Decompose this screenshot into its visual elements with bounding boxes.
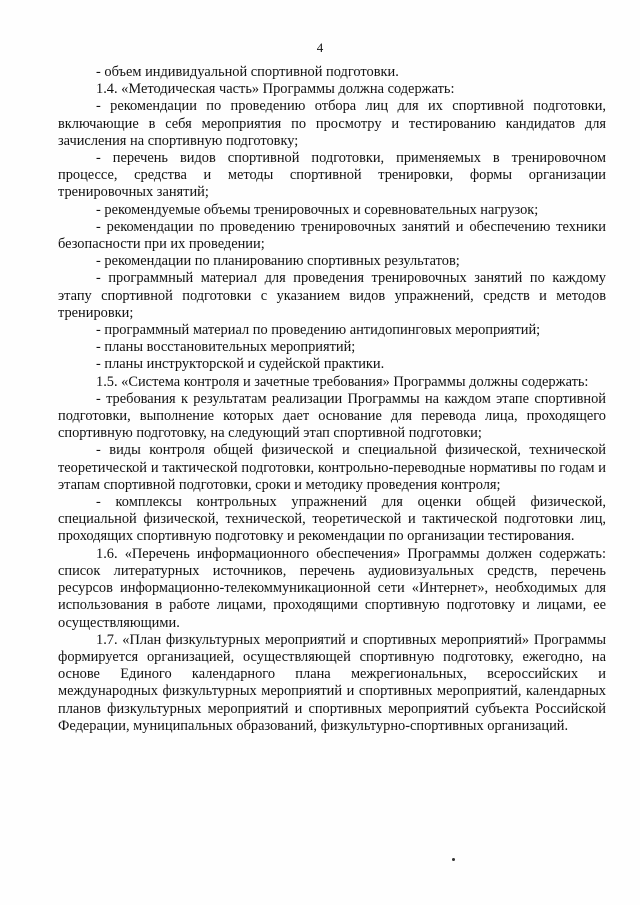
section-heading-1-5: 1.5. «Система контроля и зачетные требования» Программы должны содержать: [96,373,589,390]
paragraph: - рекомендации по планированию спортивных результатов; [96,253,460,270]
section-heading-1-4: 1.4. «Методическая часть» Программы должна содержать: [96,81,455,98]
page-number: 4 [316,40,324,55]
section-1-6: 1.6. «Перечень информационного обеспечения» Программы должен содержать: список литературных источников, перечень аудиовизуальных средств, перечень ресурсов информационно-телекоммуникационной сети «Интернет», необходимых для использования в работе лицами, проходящими спортивную подготовку и лицами, ее осуществляющими. [58,545,606,631]
paragraph: - виды контроля общей физической и специальной физической, технической теоретической и тактической подготовки, контрольно-переводные нормативы по годам и этапам спортивной подготовки, сроки и методику проведения контроля; [58,442,606,493]
paragraph: - комплексы контрольных упражнений для оценки общей физической, специальной физической, технической, теоретической и тактической подготовки лиц, проходящих спортивную подготовку и рекомендации по организации тестирования. [58,494,606,545]
paragraph: - планы инструкторской и судейской практики. [96,356,385,373]
paragraph: - рекомендации по проведению тренировочных занятий и обеспечению техники безопасности при их проведении; [58,218,606,253]
scan-speck [452,858,455,861]
paragraph: - объем индивидуальной спортивной подготовки. [96,64,399,80]
paragraph: - рекомендуемые объемы тренировочных и соревновательных нагрузок; [96,201,539,218]
paragraph: - планы восстановительных мероприятий; [96,339,356,356]
paragraph: - рекомендации по проведению отбора лиц для их спортивной подготовки, включающие в себя мероприятия по просмотру и тестированию кандидатов для зачисления на спортивную подготовку; [58,98,606,149]
document-body [58,64,606,735]
paragraph: - программный материал для проведения тренировочных занятий по каждому этапу спортивной подготовки с указанием видов упражнений, средств и методов тренировки; [58,270,606,321]
paragraph: - требования к результатам реализации Программы на каждом этапе спортивной подготовки, выполнение которых дает основание для перевода лица, проходящего спортивную подготовку, на следующий этап спортивной подготовки; [58,390,606,442]
paragraph: - программный материал по проведению антидопинговых мероприятий; [96,322,541,339]
section-1-7: 1.7. «План физкультурных мероприятий и спортивных мероприятий» Программы формируется организацией, осуществляющей спортивную подготовку, ежегодно, на основе Единого календарного плана межрегиональных, всероссийских и международных физкультурных мероприятий и спортивных мероприятий, календарных планов физкультурных мероприятий и спортивных мероприятий субъекта Российской Федерации, муниципальных образований, физкультурно-спортивных организаций. [58,631,606,734]
paragraph: - перечень видов спортивной подготовки, применяемых в тренировочном процессе, средства и методы спортивной тренировки, формы организации тренировочных занятий; [58,150,606,201]
